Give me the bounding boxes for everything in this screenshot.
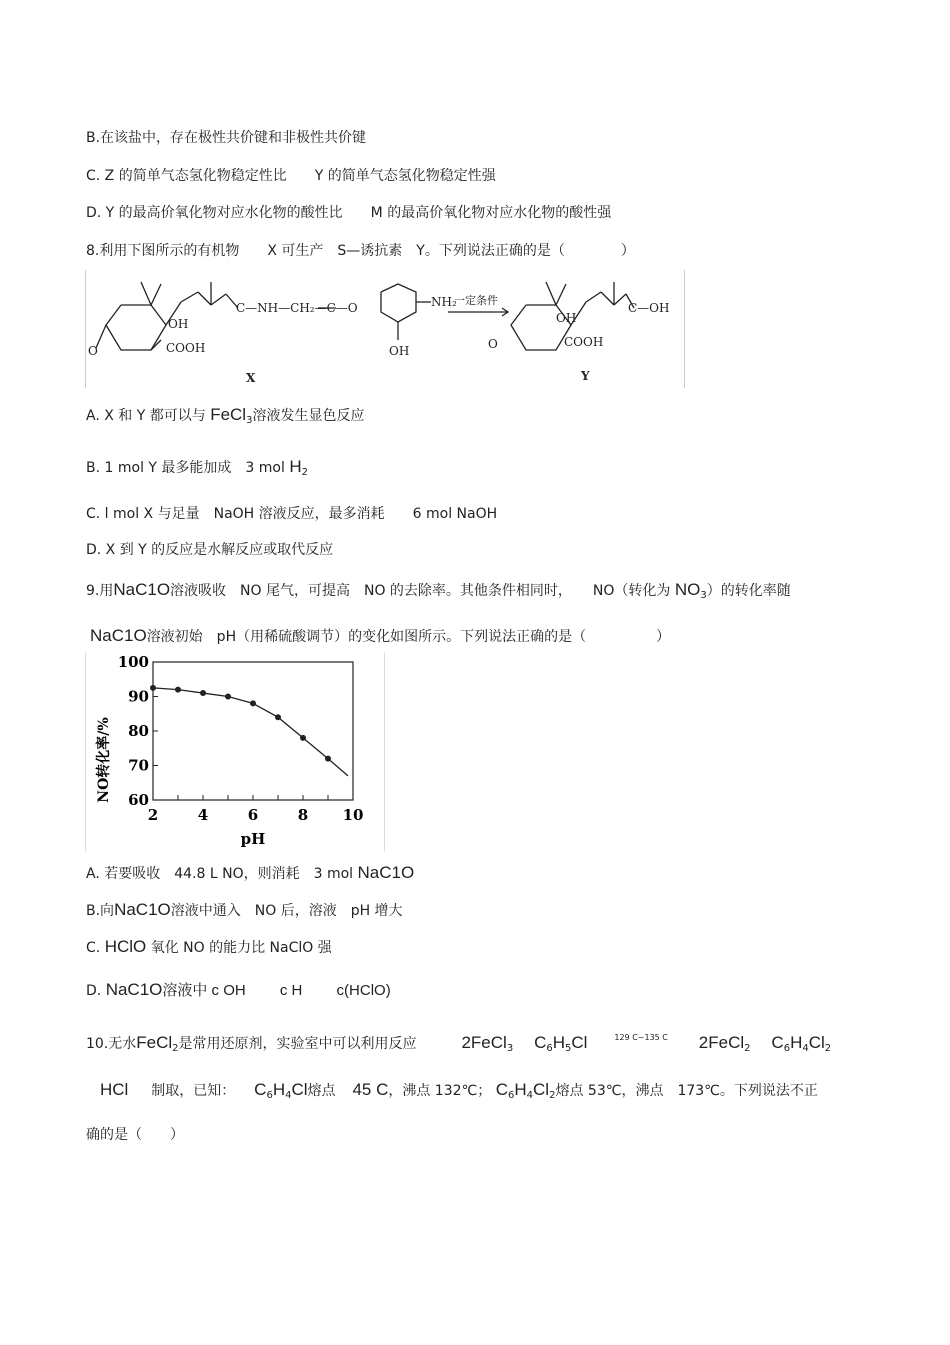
- fecl3-sub: 3: [246, 415, 253, 426]
- f2-c6-sub: 6: [508, 1090, 515, 1101]
- q7-option-b: B.在该盐中，存在极性共价键和非极性共价键: [86, 130, 367, 146]
- q8-option-a: [86, 405, 364, 426]
- label-x: X: [246, 371, 256, 385]
- f1-cl: Cl: [291, 1080, 308, 1099]
- product-fecl2: 2FeCl: [698, 1033, 745, 1052]
- data-point: [225, 694, 231, 700]
- naclo-formula-2: NaC1O: [90, 626, 147, 645]
- naclo-formula-d: NaC1O: [105, 980, 163, 999]
- q9-stem-line2: [90, 626, 670, 646]
- c6h4cl2-formula: C: [495, 1080, 508, 1099]
- q9-stem-mid: 溶液吸收 NO 尾气，可提高 NO 的去除率。其他条件相同时， NO（转化为: [170, 583, 671, 599]
- f2-h: H: [514, 1080, 527, 1099]
- y-ketone-label: O: [488, 337, 498, 351]
- fecl2-formula: FeCl: [136, 1033, 173, 1052]
- p-h4-sub: 4: [802, 1043, 809, 1054]
- q9-chart: [85, 652, 385, 852]
- hclo-formula: HClO: [104, 937, 147, 956]
- melting-point-label: 熔点: [307, 1083, 336, 1099]
- q9-stem-line1: [86, 580, 791, 601]
- y-tick-label: 70: [128, 756, 149, 775]
- q8-option-b-text: B. 1 mol Y 最多能加成 3 mol: [86, 460, 285, 476]
- f2-cl2-sub: 2: [549, 1090, 556, 1101]
- data-point: [175, 687, 181, 693]
- naclo-formula: NaC1O: [113, 580, 171, 599]
- f1-h4-sub: 4: [285, 1090, 292, 1101]
- x-tick-label: 2: [147, 806, 159, 824]
- q8-option-a-text: A. X 和 Y 都可以与: [86, 408, 206, 424]
- q7-option-d: D. Y 的最高价氧化物对应水化物的酸性比 M 的最高价氧化物对应水化物的酸性强: [86, 205, 612, 221]
- naclo-formula-b: NaC1O: [114, 900, 171, 919]
- y-cooh-label: COOH: [564, 335, 604, 349]
- x-chain-label: C—NH—CH₂—C—O: [236, 301, 358, 315]
- q9-option-c-text: 氧化 NO 的能力比 NaClO 强: [150, 940, 332, 956]
- x-tick-label: 10: [342, 806, 364, 824]
- y-acid-label: C—OH: [628, 301, 670, 315]
- naclo-formula-a: NaC1O: [357, 863, 415, 882]
- q9-option-c: [86, 937, 332, 957]
- q10-tail-text: 熔点 53℃，沸点 173℃。下列说法不正: [555, 1083, 818, 1099]
- q10-line2: [100, 1080, 818, 1101]
- reactant-fecl3: 2FeCl: [461, 1033, 507, 1052]
- q8-stem: 8.利用下图所示的有机物 X 可生产 S—诱抗素 Y。下列说法正确的是（ ）: [86, 243, 635, 259]
- q7-option-c: C. Z 的简单气态氢化物稳定性比 Y 的简单气态氢化物稳定性强: [86, 168, 496, 184]
- x-tick-label: 4: [197, 806, 209, 824]
- x-cooh-label: COOH: [166, 341, 206, 355]
- conversion-chart: [86, 652, 384, 852]
- c6h4cl-formula: C: [254, 1080, 267, 1099]
- q9-option-d-prefix: D.: [86, 983, 102, 999]
- q10-known-text: 制取，已知：: [151, 1083, 236, 1099]
- q10-mid-text: 是常用还原剂，实验室中可以利用反应: [178, 1036, 417, 1052]
- h2-sub: 2: [301, 467, 308, 478]
- arrow-condition: 一定条件: [454, 294, 498, 307]
- x-axis-label: pH: [240, 830, 266, 848]
- fecl3-formula: FeCl: [210, 405, 247, 424]
- q8-structure-figure: [85, 270, 685, 388]
- label-y: Y: [581, 369, 590, 383]
- q9-option-d: [86, 979, 391, 1000]
- f2-h4-sub: 4: [526, 1090, 534, 1101]
- q9-stem-tail: ）的转化率随: [706, 583, 791, 599]
- q9-option-c-prefix: C.: [86, 940, 101, 956]
- q10-line1: [86, 1033, 831, 1054]
- f1-h: H: [272, 1080, 286, 1099]
- c6-sub: 6: [546, 1043, 553, 1054]
- reactant-fecl3-sub: 3: [506, 1043, 514, 1054]
- f2-cl: Cl: [533, 1080, 550, 1099]
- y-tick-label: 60: [128, 791, 149, 809]
- x-phenol-oh-label: OH: [389, 344, 410, 358]
- data-point: [150, 685, 156, 691]
- boiling-point-text: ，沸点 132℃；: [388, 1083, 492, 1099]
- q10-prefix: 10.无水: [86, 1036, 137, 1052]
- y-tick-label: 100: [117, 653, 149, 671]
- x-ketone-label: O: [88, 344, 98, 358]
- p-c6-sub: 6: [783, 1043, 791, 1054]
- h2-formula: H: [289, 457, 302, 476]
- h5-sub: 5: [565, 1043, 572, 1054]
- reaction-scheme: [86, 270, 684, 388]
- f1-c6-sub: 6: [266, 1090, 273, 1101]
- p-h-letter: H: [790, 1033, 803, 1052]
- reaction-condition: 129 C~135 C: [614, 1033, 668, 1042]
- q8-option-b: [86, 457, 308, 478]
- data-point: [300, 735, 306, 741]
- q9-option-d-text: 溶液中 c OH c H c(HClO): [162, 982, 391, 999]
- x-oh-label: OH: [168, 317, 189, 331]
- q9-stem2-text: 溶液初始 pH（用稀硫酸调节）的变化如图所示。下列说法正确的是（ ）: [146, 629, 671, 645]
- q9-option-b: [86, 900, 403, 920]
- x-tick-label: 6: [247, 806, 259, 824]
- hcl-formula: HCl: [100, 1080, 129, 1099]
- no3-sub: 3: [700, 590, 707, 601]
- no3-formula: NO: [674, 580, 701, 599]
- data-point: [250, 700, 256, 706]
- data-point: [200, 690, 206, 696]
- q8-option-d: D. X 到 Y 的反应是水解反应或取代反应: [86, 542, 334, 558]
- x-tick-label: 8: [297, 806, 309, 824]
- cl-letter: Cl: [571, 1033, 588, 1052]
- q8-option-a-tail: 溶液发生显色反应: [252, 408, 365, 424]
- p-cl-letter: Cl: [808, 1033, 825, 1052]
- data-point: [275, 714, 281, 720]
- y-axis-label: NO转化率/%: [96, 717, 112, 803]
- reactant-c6h5cl: C: [534, 1033, 547, 1052]
- q9-option-a-text: A. 若要吸收 44.8 L NO，则消耗 3 mol: [86, 866, 354, 882]
- h-letter: H: [552, 1033, 566, 1052]
- y-tick-label: 80: [128, 722, 149, 740]
- q9-stem-prefix: 9.用: [86, 583, 114, 599]
- product-fecl2-sub: 2: [744, 1043, 751, 1054]
- product-c6h4cl2: C: [771, 1033, 784, 1052]
- data-point: [325, 756, 331, 762]
- q9-option-a: [86, 863, 414, 883]
- q9-option-b-prefix: B.向: [86, 903, 115, 919]
- y-oh-label: OH: [556, 311, 577, 325]
- p-cl2-sub: 2: [824, 1043, 832, 1054]
- fecl2-sub: 2: [172, 1043, 179, 1054]
- x-nh2-label: NH₂: [431, 295, 457, 309]
- q8-option-c: C. l mol X 与足量 NaOH 溶液反应，最多消耗 6 mol NaOH: [86, 506, 498, 522]
- q9-option-b-text: 溶液中通入 NO 后，溶液 pH 增大: [170, 903, 403, 919]
- melting-point-value: 45 C: [352, 1080, 389, 1099]
- y-tick-label: 90: [128, 687, 149, 706]
- q10-line3: 确的是（ ）: [86, 1127, 184, 1143]
